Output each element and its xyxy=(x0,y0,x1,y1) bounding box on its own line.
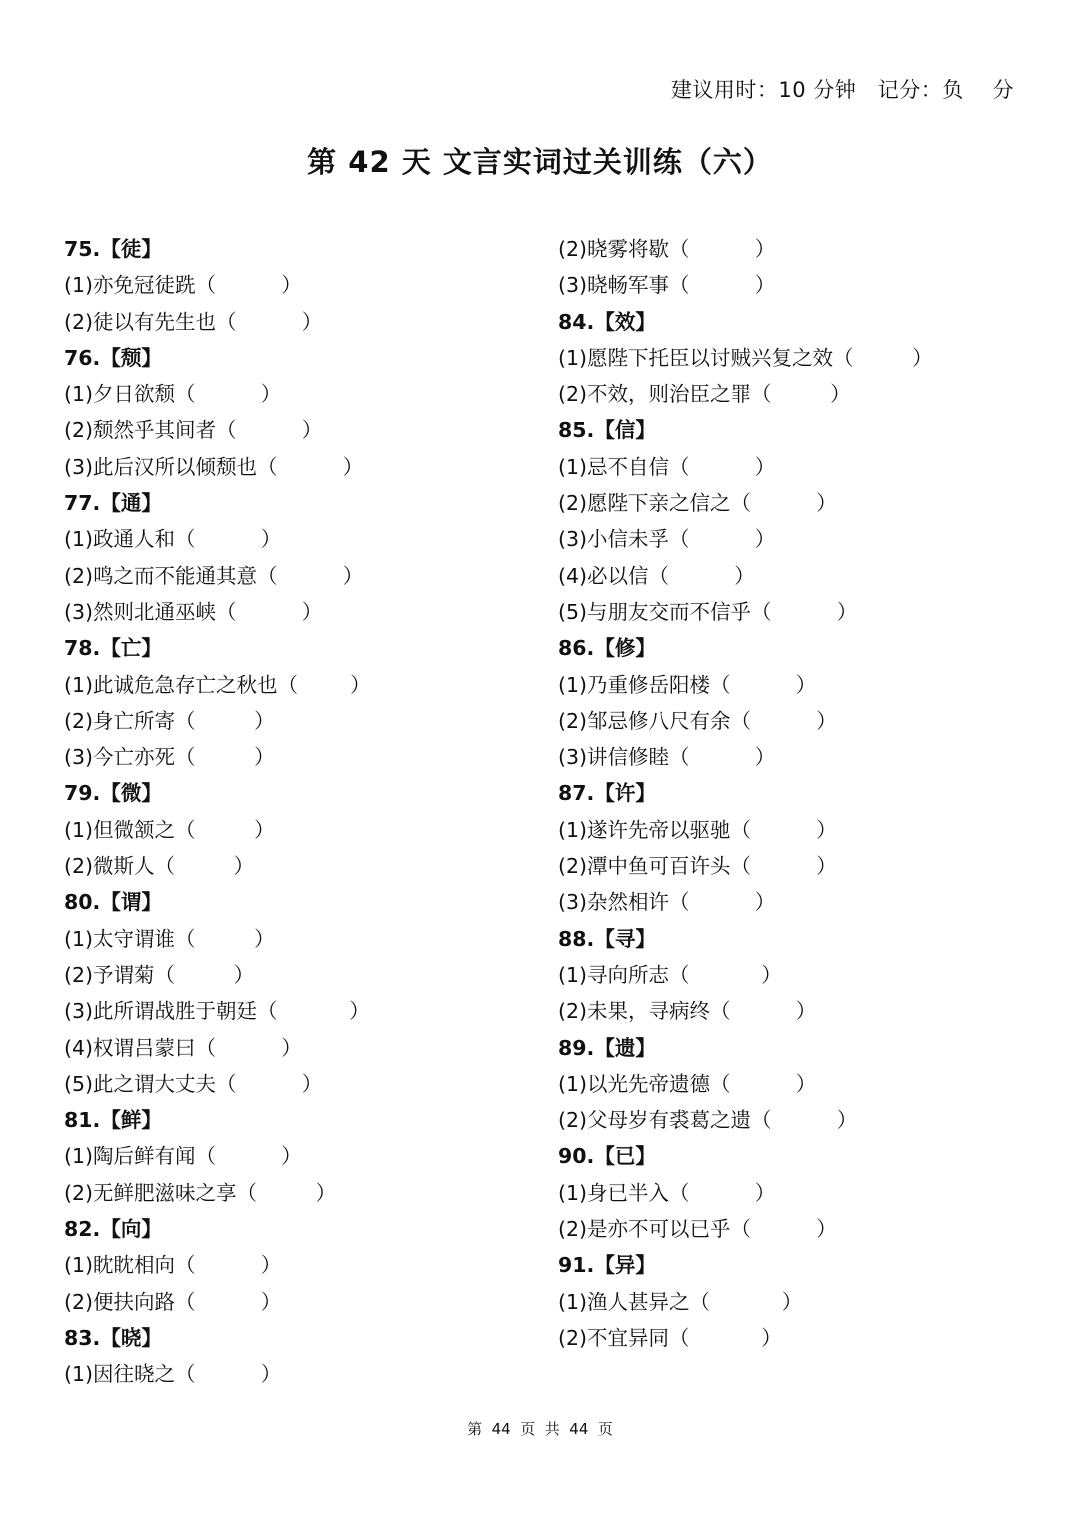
word-heading: 83.【晓】 xyxy=(64,1325,162,1350)
exercise-item: (5)此之谓大丈夫（ ） xyxy=(64,1071,323,1096)
exercise-item: (3)然则北通巫峡（ ） xyxy=(64,599,323,624)
exercise-item: (1)寻向所志（ ） xyxy=(558,962,782,987)
word-heading: 91.【异】 xyxy=(558,1253,656,1278)
word-heading: 89.【遗】 xyxy=(558,1035,656,1060)
exercise-item: (2)颓然乎其间者（ ） xyxy=(64,418,323,443)
exercise-item: (2)愿陛下亲之信之（ ） xyxy=(558,491,837,516)
exercise-item: (1)陶后鲜有闻（ ） xyxy=(64,1144,302,1169)
exercise-item: (3)讲信修睦（ ） xyxy=(558,745,776,770)
exercise-item: (1)政通人和（ ） xyxy=(64,527,282,552)
exercise-item: (1)因往晓之（ ） xyxy=(64,1362,282,1387)
exercise-item: (4)必以信（ ） xyxy=(558,563,755,588)
word-heading: 88.【寻】 xyxy=(558,926,656,951)
exercise-item: (5)与朋友交而不信乎（ ） xyxy=(558,599,858,624)
exercise-item: (1)但微颔之（ ） xyxy=(64,817,275,842)
right-column xyxy=(558,231,1018,1356)
exercise-item: (3)此所谓战胜于朝廷（ ） xyxy=(64,999,370,1024)
exercise-item: (2)无鲜肥滋味之享（ ） xyxy=(64,1180,337,1205)
exercise-item: (3)今亡亦死（ ） xyxy=(64,745,275,770)
exercise-item: (2)鸣之而不能通其意（ ） xyxy=(64,563,364,588)
word-heading: 78.【亡】 xyxy=(64,636,162,661)
exercise-item: (2)父母岁有裘葛之遗（ ） xyxy=(558,1108,858,1133)
header-meta: 建议用时：10 分钟 记分：负 分 xyxy=(670,78,1014,102)
word-heading: 87.【许】 xyxy=(558,781,656,806)
exercise-item: (3)小信未孚（ ） xyxy=(558,527,776,552)
exercise-item: (3)此后汉所以倾颓也（ ） xyxy=(64,454,364,479)
exercise-item: (1)此诚危急存亡之秋也（ ） xyxy=(64,672,371,697)
page-title: 第 42 天 文言实词过关训练（六） xyxy=(307,145,773,179)
word-heading: 77.【通】 xyxy=(64,491,162,516)
exercise-item: (2)不宜异同（ ） xyxy=(558,1325,782,1350)
word-heading: 82.【向】 xyxy=(64,1217,162,1242)
word-heading: 75.【徒】 xyxy=(64,237,162,261)
exercise-item: (2)徒以有先生也（ ） xyxy=(64,309,323,334)
exercise-item: (1)忌不自信（ ） xyxy=(558,454,776,479)
word-heading: 86.【修】 xyxy=(558,636,656,661)
exercise-item: (2)是亦不可以已乎（ ） xyxy=(558,1217,837,1242)
exercise-item: (2)未果，寻病终（ ） xyxy=(558,999,817,1024)
exercise-item: (1)乃重修岳阳楼（ ） xyxy=(558,672,817,697)
exercise-item: (1)以光先帝遗德（ ） xyxy=(558,1071,817,1096)
exercise-item: (2)晓雾将歇（ ） xyxy=(558,237,776,261)
word-heading: 84.【效】 xyxy=(558,309,656,334)
exercise-item: (1)身已半入（ ） xyxy=(558,1180,776,1205)
word-heading: 90.【已】 xyxy=(558,1144,656,1169)
exercise-item: (2)邹忌修八尺有余（ ） xyxy=(558,708,837,733)
word-heading: 80.【谓】 xyxy=(64,890,162,915)
exercise-item: (1)亦免冠徒跣（ ） xyxy=(64,273,302,298)
word-heading: 85.【信】 xyxy=(558,418,656,443)
exercise-item: (3)晓畅军事（ ） xyxy=(558,273,776,298)
exercise-item: (2)微斯人（ ） xyxy=(64,854,255,879)
exercise-item: (4)权谓吕蒙曰（ ） xyxy=(64,1035,302,1060)
page-footer: 第 44 页 共 44 页 xyxy=(467,1420,613,1438)
exercise-item: (1)渔人甚异之（ ） xyxy=(558,1289,803,1314)
exercise-item: (3)杂然相许（ ） xyxy=(558,890,776,915)
exercise-item: (1)眈眈相向（ ） xyxy=(64,1253,282,1278)
exercise-item: (1)夕日欲颓（ ） xyxy=(64,382,282,407)
exercise-item: (2)便扶向路（ ） xyxy=(64,1289,282,1314)
exercise-item: (1)遂许先帝以驱驰（ ） xyxy=(558,817,837,842)
word-heading: 81.【鲜】 xyxy=(64,1108,162,1133)
exercise-item: (2)不效，则治臣之罪（ ） xyxy=(558,382,851,407)
exercise-item: (1)愿陛下托臣以讨贼兴复之效（ ） xyxy=(558,345,933,370)
word-heading: 76.【颓】 xyxy=(64,345,162,370)
exercise-item: (2)身亡所寄（ ） xyxy=(64,708,275,733)
exercise-item: (2)予谓菊（ ） xyxy=(64,962,255,987)
word-heading: 79.【微】 xyxy=(64,781,162,806)
exercise-item: (1)太守谓谁（ ） xyxy=(64,926,275,951)
exercise-item: (2)潭中鱼可百许头（ ） xyxy=(558,854,837,879)
left-column xyxy=(64,231,524,1393)
